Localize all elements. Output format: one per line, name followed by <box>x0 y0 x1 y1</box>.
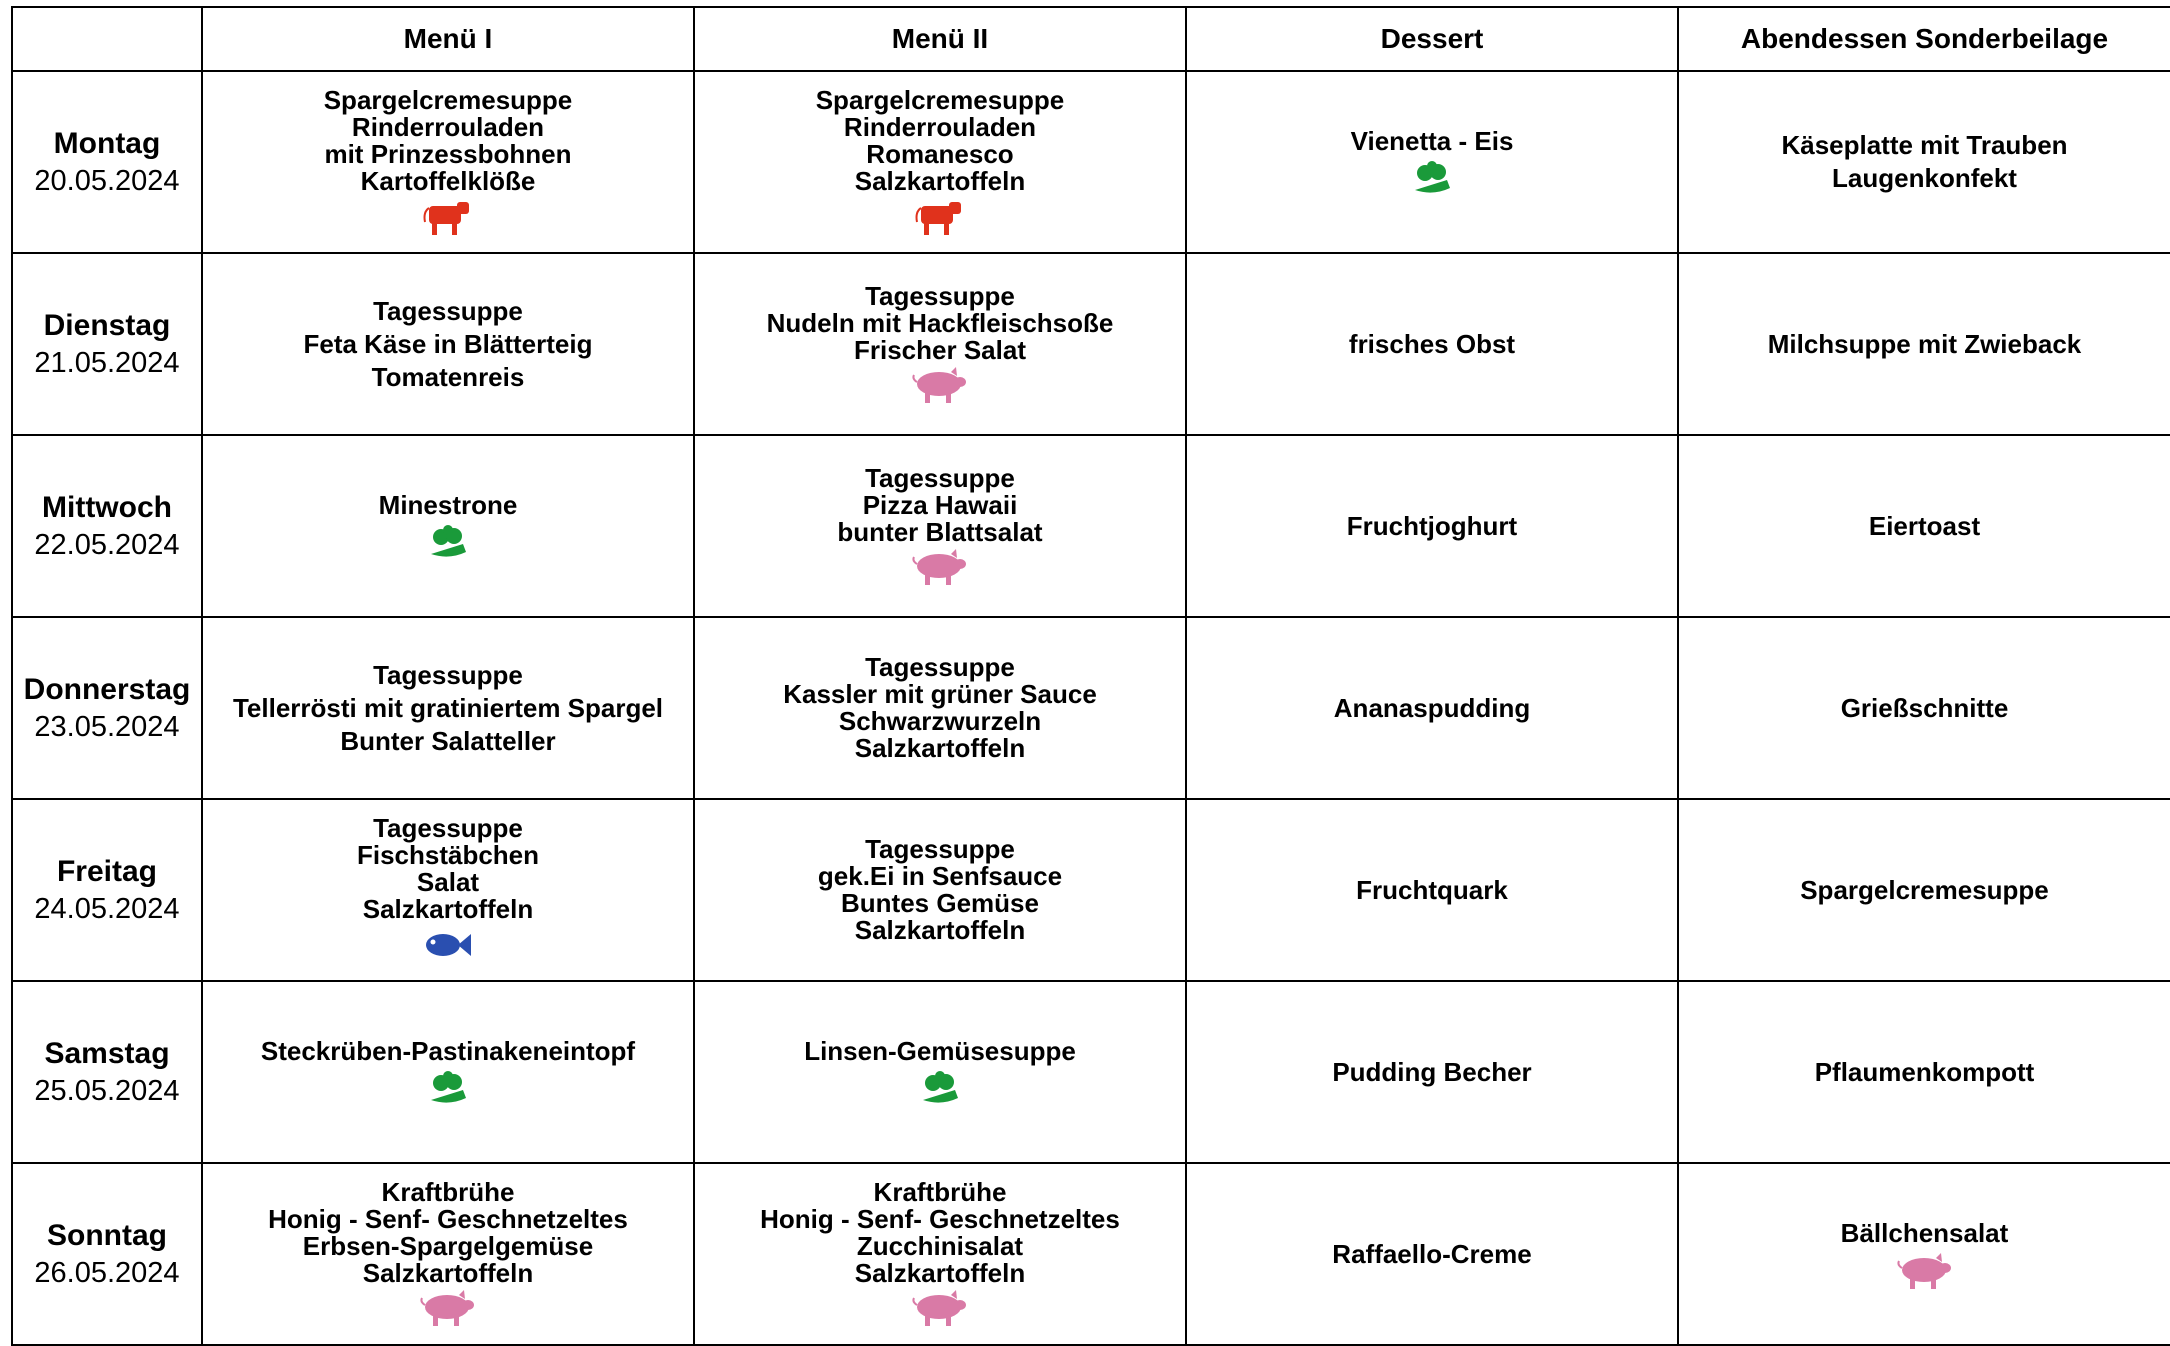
dish-line: Salzkartoffeln <box>854 1258 1026 1288</box>
menu-table <box>11 6 2170 1346</box>
cow-icon <box>419 197 477 237</box>
menu2-cell <box>694 981 1186 1163</box>
dinner-cell <box>1678 71 2170 253</box>
dish-line: Steckrüben-Pastinakeneintopf <box>260 1036 636 1066</box>
pig-icon <box>911 366 969 406</box>
dish-line: Zucchinisalat <box>856 1231 1024 1261</box>
dish-line: Linsen-Gemüsesuppe <box>804 1036 1076 1066</box>
pig-icon <box>419 1289 477 1329</box>
day-row <box>12 1163 2170 1345</box>
dish-line: Frischer Salat <box>854 334 1026 365</box>
dish-line: Kartoffelklöße <box>360 166 536 196</box>
menu1-cell <box>202 617 694 799</box>
dish-line: frisches Obst <box>1348 329 1516 359</box>
day-name: Montag <box>53 127 161 160</box>
day-row <box>12 71 2170 253</box>
menu1-cell <box>202 71 694 253</box>
day-date: 23.05.2024 <box>34 711 180 743</box>
dish-line: Tagessuppe <box>865 652 1015 682</box>
dish-line: Fruchtquark <box>1356 875 1508 905</box>
menu1-cell <box>202 1163 694 1345</box>
day-name: Dienstag <box>43 309 171 342</box>
dish-line: bunter Blattsalat <box>837 516 1043 547</box>
day-row <box>12 617 2170 799</box>
day-cell <box>12 981 202 1163</box>
day-cell <box>12 1163 202 1345</box>
dish-line: Salzkartoffeln <box>854 166 1026 196</box>
dessert-cell <box>1186 799 1678 981</box>
dish-line: Eiertoast <box>1868 511 1981 541</box>
menu2-cell <box>694 71 1186 253</box>
dish-line: Romanesco <box>866 139 1014 169</box>
dish-line: Erbsen-Spargelgemüse <box>302 1231 594 1261</box>
vegetarian-icon <box>419 524 477 564</box>
dish-line: Spargelcremesuppe <box>1800 875 2049 905</box>
dish-line: Pizza Hawaii <box>862 489 1018 520</box>
dish-line: Fischstäbchen <box>356 840 540 870</box>
dish-line: Kassler mit grüner Sauce <box>783 679 1097 709</box>
dinner-header: Abendessen Sonderbeilage <box>1678 7 2170 71</box>
menu1-cell <box>202 435 694 617</box>
dinner-cell <box>1678 981 2170 1163</box>
day-date: 26.05.2024 <box>34 1257 180 1289</box>
dish-line: Bällchensalat <box>1840 1218 2009 1248</box>
dish-line: Pudding Becher <box>1332 1057 1532 1087</box>
menu2-header: Menü II <box>694 7 1186 71</box>
dessert-cell <box>1186 1163 1678 1345</box>
dinner-cell <box>1678 1163 2170 1345</box>
dish-line: Tagessuppe <box>865 834 1015 864</box>
day-date: 24.05.2024 <box>34 893 180 925</box>
pig-icon <box>1896 1252 1954 1292</box>
dish-line: Tellerrösti mit gratiniertem Spargel <box>232 692 664 723</box>
menu1-cell <box>202 799 694 981</box>
day-cell <box>12 435 202 617</box>
dish-line: Milchsuppe mit Zwieback <box>1767 329 2082 359</box>
menu-body <box>12 71 2170 1345</box>
dish-line: Tagessuppe <box>865 462 1015 493</box>
dish-line: Buntes Gemüse <box>841 888 1039 918</box>
dessert-cell <box>1186 617 1678 799</box>
dish-line: Salzkartoffeln <box>854 915 1026 945</box>
dish-line: Minestrone <box>378 490 518 520</box>
dish-line: Tagessuppe <box>865 280 1015 311</box>
dish-line: Salzkartoffeln <box>362 894 534 924</box>
dish-line: Vienetta - Eis <box>1350 126 1514 156</box>
day-name: Freitag <box>56 855 158 888</box>
day-row <box>12 981 2170 1163</box>
dish-line: Käseplatte mit Trauben <box>1781 130 2068 160</box>
dish-line: mit Prinzessbohnen <box>324 139 572 169</box>
day-date: 21.05.2024 <box>34 347 180 379</box>
menu2-cell <box>694 799 1186 981</box>
dish-line: Kraftbrühe <box>873 1177 1007 1207</box>
dinner-cell <box>1678 253 2170 435</box>
day-row <box>12 799 2170 981</box>
dish-line: Rinderrouladen <box>843 112 1037 142</box>
menu2-cell <box>694 617 1186 799</box>
dish-line: Bunter Salatteller <box>340 725 556 756</box>
dinner-cell <box>1678 617 2170 799</box>
dish-line: Schwarzwurzeln <box>838 706 1042 736</box>
dish-line: Fruchtjoghurt <box>1346 511 1518 541</box>
dish-line: Raffaello-Creme <box>1332 1239 1532 1269</box>
day-date: 22.05.2024 <box>34 529 180 561</box>
dish-line: Salat <box>416 867 480 897</box>
vegetarian-icon <box>419 1070 477 1110</box>
day-cell <box>12 253 202 435</box>
dish-line: Nudeln mit Hackfleischsoße <box>766 307 1114 338</box>
dish-line: Rinderrouladen <box>351 112 545 142</box>
day-date: 20.05.2024 <box>34 165 180 197</box>
dish-line: Tomatenreis <box>371 361 525 392</box>
menu1-cell <box>202 981 694 1163</box>
dessert-cell <box>1186 253 1678 435</box>
dish-line: Laugenkonfekt <box>1832 163 2017 193</box>
menu1-header: Menü I <box>202 7 694 71</box>
dish-line: Tagessuppe <box>373 813 523 843</box>
dish-line: Grießschnitte <box>1840 693 2009 723</box>
dish-line: Tagessuppe <box>373 295 523 326</box>
dish-line: Kraftbrühe <box>381 1177 515 1207</box>
dinner-cell <box>1678 435 2170 617</box>
dessert-header: Dessert <box>1186 7 1678 71</box>
dish-line: Honig - Senf- Geschnetzeltes <box>268 1204 628 1234</box>
corner-cell <box>12 7 202 71</box>
dish-line: Honig - Senf- Geschnetzeltes <box>760 1204 1120 1234</box>
menu1-cell <box>202 253 694 435</box>
day-name: Donnerstag <box>23 673 191 706</box>
fish-icon <box>419 925 477 965</box>
dessert-cell <box>1186 435 1678 617</box>
menu2-cell <box>694 435 1186 617</box>
dessert-cell <box>1186 71 1678 253</box>
cow-icon <box>911 197 969 237</box>
menu2-cell <box>694 1163 1186 1345</box>
pig-icon <box>911 1289 969 1329</box>
day-row <box>12 253 2170 435</box>
dinner-cell <box>1678 799 2170 981</box>
dish-line: Salzkartoffeln <box>854 733 1026 763</box>
day-name: Samstag <box>44 1037 170 1070</box>
dish-line: Salzkartoffeln <box>362 1258 534 1288</box>
day-name: Sonntag <box>47 1219 167 1252</box>
day-cell <box>12 71 202 253</box>
dish-line: gek.Ei in Senfsauce <box>817 861 1063 891</box>
day-cell <box>12 799 202 981</box>
day-row <box>12 435 2170 617</box>
dish-line: Spargelcremesuppe <box>323 85 573 115</box>
day-date: 25.05.2024 <box>34 1075 180 1107</box>
dessert-cell <box>1186 981 1678 1163</box>
dish-line: Ananaspudding <box>1333 693 1531 723</box>
vegetarian-icon <box>911 1070 969 1110</box>
dish-line: Pflaumenkompott <box>1814 1057 2035 1087</box>
day-cell <box>12 617 202 799</box>
day-name: Mittwoch <box>42 491 172 524</box>
header-row <box>12 7 2170 71</box>
dish-line: Tagessuppe <box>373 659 523 690</box>
vegetarian-icon <box>1403 160 1461 200</box>
menu2-cell <box>694 253 1186 435</box>
dish-line: Spargelcremesuppe <box>815 85 1065 115</box>
pig-icon <box>911 548 969 588</box>
dish-line: Feta Käse in Blätterteig <box>303 328 593 359</box>
